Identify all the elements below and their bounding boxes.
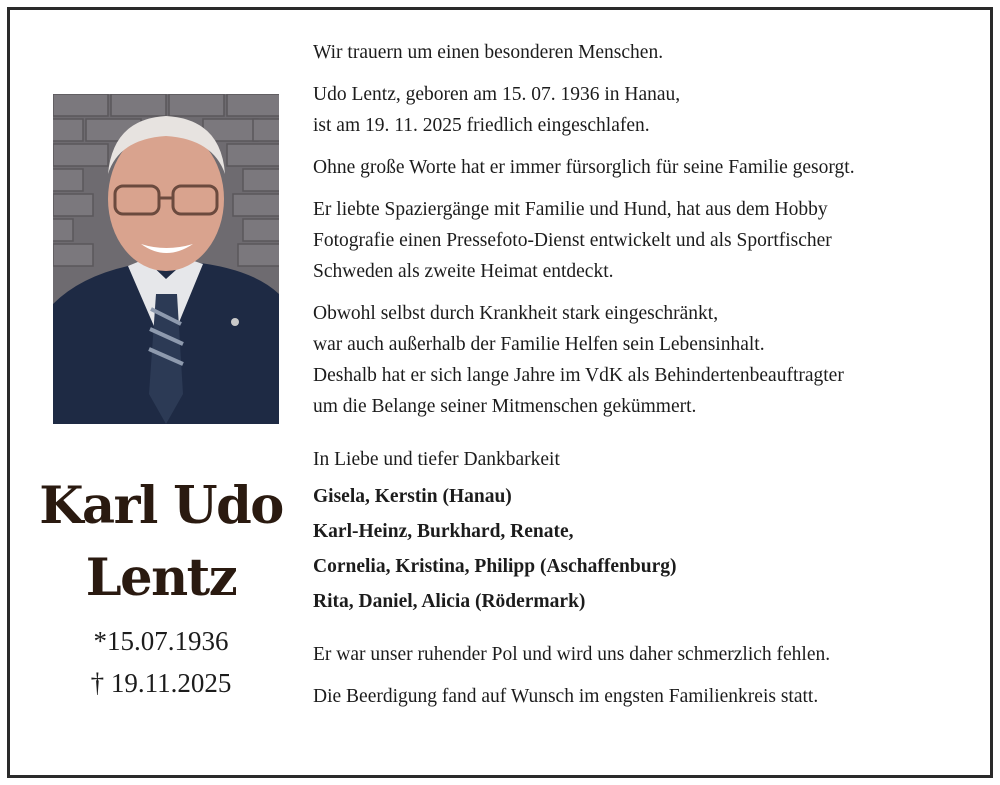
text-line: Er liebte Spaziergänge mit Familie und Hund, hat aus dem Hobby	[313, 199, 828, 220]
text-line: Wir trauern um einen besonderen Menschen.	[313, 42, 664, 63]
deceased-last-name: Lentz	[85, 548, 237, 608]
mourner-line: Karl-Heinz, Burkhard, Renate,	[313, 521, 574, 542]
text-line: ist am 19. 11. 2025 friedlich eingeschlafen.	[313, 115, 650, 136]
text-line: Deshalb hat er sich lange Jahre im VdK als Behindertenbeauftragter	[313, 365, 844, 386]
text-line: Ohne große Worte hat er immer fürsorglich für seine Familie gesorgt.	[313, 157, 855, 178]
mourners-intro: In Liebe und tiefer Dankbarkeit	[313, 449, 560, 470]
mourner-line: Rita, Daniel, Alicia (Rödermark)	[313, 591, 586, 612]
text-line: Die Beerdigung fand auf Wunsch im engsten Familienkreis statt.	[313, 686, 819, 707]
mourner-line: Gisela, Kerstin (Hanau)	[313, 486, 512, 507]
deceased-name	[30, 470, 292, 614]
text-line: um die Belange seiner Mitmenschen gekümmert.	[313, 396, 697, 417]
paragraph-funeral	[313, 681, 973, 712]
death-date: † 19.11.2025	[90, 668, 232, 698]
birth-date: *15.07.1936	[93, 626, 229, 656]
paragraph-intro	[313, 37, 973, 68]
paragraph-life	[313, 79, 973, 141]
mourner-line: Cornelia, Kristina, Philipp (Aschaffenburg)	[313, 556, 677, 577]
text-line: Obwohl selbst durch Krankheit stark eingeschränkt,	[313, 303, 719, 324]
text-line: Schweden als zweite Heimat entdeckt.	[313, 261, 614, 282]
obituary-text	[313, 37, 973, 723]
paragraph-hobbies	[313, 194, 973, 287]
text-line: Fotografie einen Pressefoto-Dienst entwickelt und als Sportfischer	[313, 230, 832, 251]
deceased-first-name: Karl Udo	[39, 476, 283, 536]
paragraph-missed	[313, 639, 973, 670]
paragraph-vdk	[313, 298, 973, 422]
text-line: Udo Lentz, geboren am 15. 07. 1936 in Hanau,	[313, 84, 681, 105]
text-line: war auch außerhalb der Familie Helfen sein Lebensinhalt.	[313, 334, 765, 355]
paragraph-family	[313, 152, 973, 183]
text-line: Er war unser ruhender Pol und wird uns daher schmerzlich fehlen.	[313, 644, 831, 665]
mourners-block	[313, 444, 973, 619]
portrait-photo	[53, 94, 279, 424]
life-dates	[30, 620, 292, 704]
